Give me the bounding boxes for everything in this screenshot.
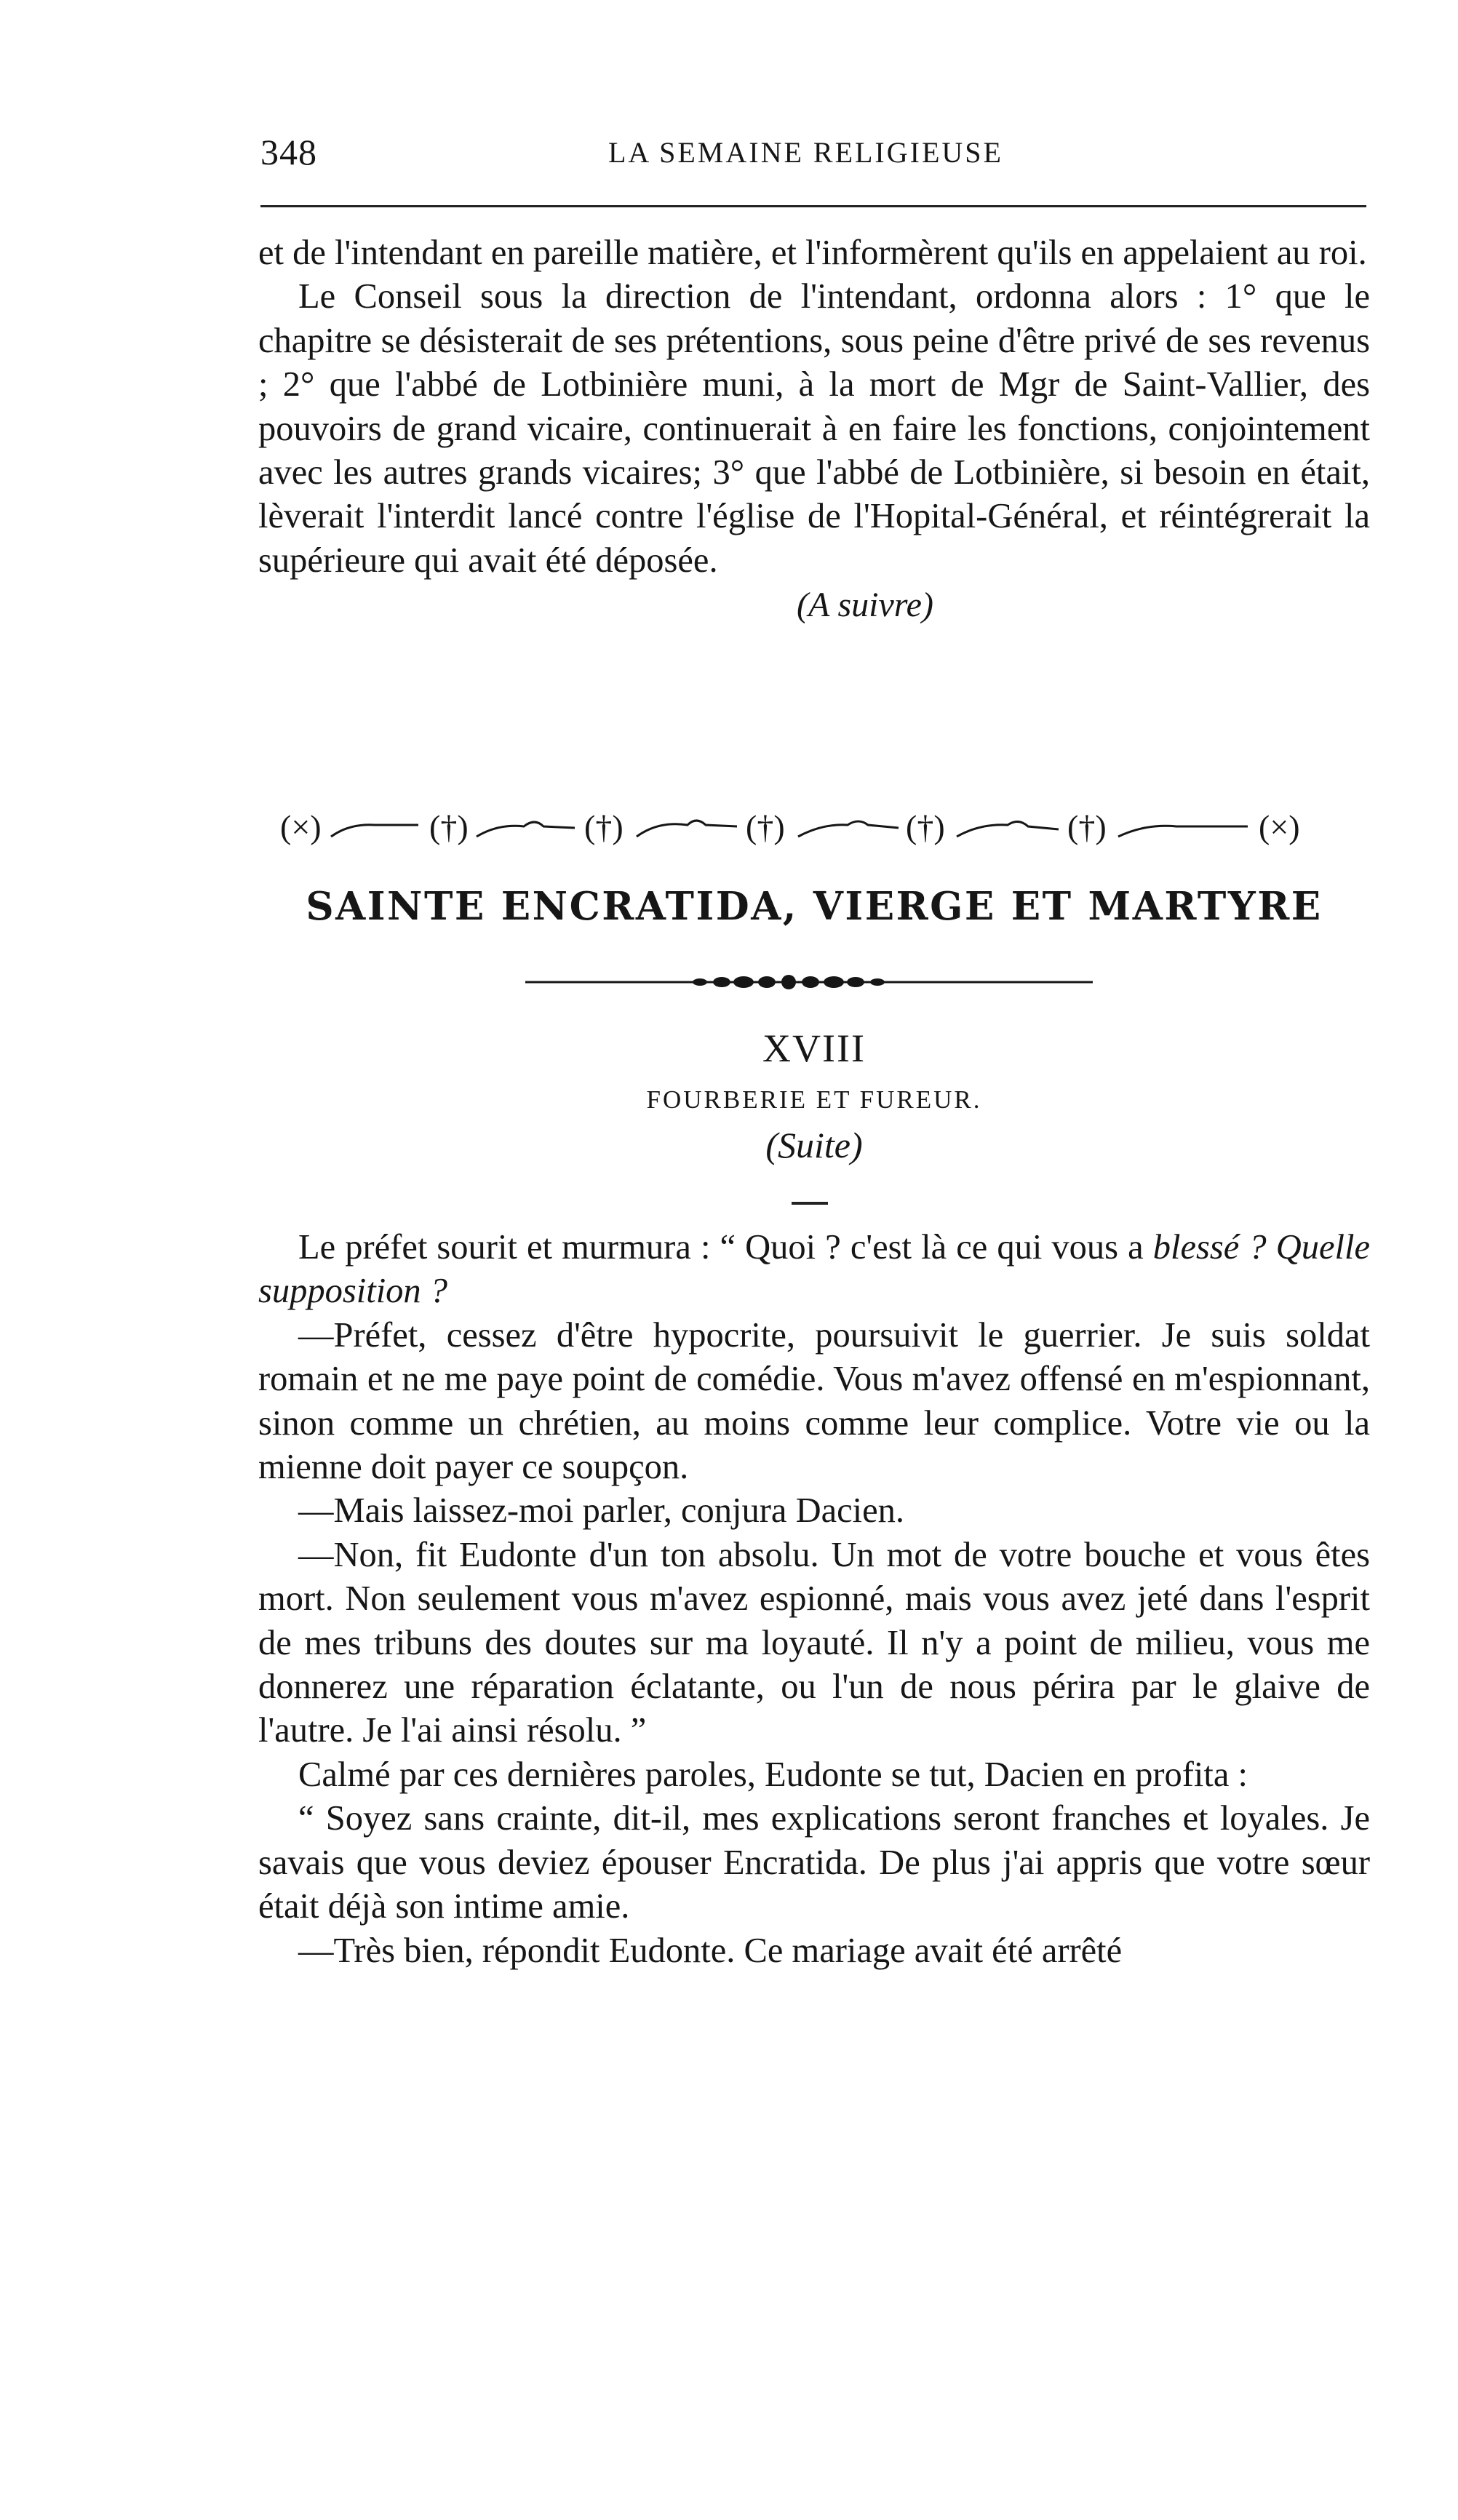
header-rule bbox=[260, 205, 1366, 207]
body-paragraph-6: “ Soyez sans crainte, dit-il, mes explications seront franches et loyales. Je savais que vous deviez épouser Encratida. De plus j'ai appris que votre sœur était déjà son intime amie. bbox=[258, 1799, 1370, 1926]
body-paragraph-5: Calmé par ces dernières paroles, Eudonte se tut, Dacien en profita : bbox=[298, 1755, 1248, 1794]
body-paragraph-1 bbox=[258, 1226, 1370, 1314]
chapter-number: XVIII bbox=[762, 1026, 866, 1070]
ornament-glyph-6: (×) bbox=[1259, 808, 1300, 845]
suite-note: (Suite) bbox=[765, 1125, 863, 1165]
ornamental-divider bbox=[280, 802, 1342, 853]
chapter-title: FOURBERIE ET FUREUR. bbox=[646, 1085, 982, 1114]
continued-paragraph-2: Le Conseil sous la direction de l'intendant, ordonna alors : 1° que le chapitre se désisterait de ses prétentions, sous peine d'être privé de ses revenus ; 2° que l'abbé de Lotbinière muni, à la mort de Mgr de Saint-Vallier, des pouvoirs de grand vicaire, continuerait à en faire les fonctions, conjointement avec les autres grands vicaires; 3° que l'abbé de Lotbinière, si besoin en était, lèverait l'interdit lancé contre l'église de l'Hopital-Général, et réintégrerait la supérieure qui avait été déposée. bbox=[258, 277, 1370, 580]
page-number: 348 bbox=[260, 132, 317, 172]
ornament-glyph-0: (×) bbox=[280, 808, 322, 845]
body-paragraph-1-italic: blessé ? Quelle supposition ? bbox=[258, 1228, 1370, 1311]
ornament-glyph-3: (†) bbox=[746, 808, 785, 845]
body-paragraph-1-text: Le préfet sourit et murmura : “ Quoi ? c'est là ce qui vous a bbox=[298, 1228, 1153, 1267]
ornament-glyph-2: (†) bbox=[584, 808, 624, 845]
article-title: SAINTE ENCRATIDA, VIERGE ET MARTYRE bbox=[306, 884, 1323, 929]
page-header bbox=[260, 131, 1366, 182]
continued-article bbox=[258, 231, 1370, 628]
running-head: LA SEMAINE RELIGIEUSE bbox=[608, 136, 1003, 169]
title-ornamental-rule bbox=[525, 973, 1093, 991]
a-suivre-note: (A suivre) bbox=[797, 586, 933, 625]
body-paragraph-3: —Mais laissez-moi parler, conjura Dacien. bbox=[298, 1491, 905, 1531]
body-paragraph-4: —Non, fit Eudonte d'un ton absolu. Un mot de votre bouche et vous êtes mort. Non seulement vous m'avez espionné, mais vous avez jeté dans l'esprit de mes tribuns des doutes sur ma loyauté. Il n'y a point de milieu, vous me donnerez une réparation éclatante, ou l'un de nous périra par le glaive de l'autre. Je l'ai ainsi résolu. ” bbox=[258, 1535, 1370, 1750]
ornament-glyph-1: (†) bbox=[429, 808, 469, 845]
ornament-glyph-4: (†) bbox=[906, 808, 945, 845]
body-paragraph-7: —Très bien, répondit Eudonte. Ce mariage avait été arrêté bbox=[298, 1931, 1123, 1970]
continued-paragraph-1: et de l'intendant en pareille matière, et l'informèrent qu'ils en appelaient au roi. bbox=[258, 234, 1367, 272]
article-body bbox=[258, 1226, 1370, 1973]
chapter-rule bbox=[792, 1202, 828, 1205]
ornament-swashes bbox=[331, 821, 1248, 837]
body-paragraph-2: —Préfet, cessez d'être hypocrite, poursuivit le guerrier. Je suis soldat romain et ne me paye point de comédie. Vous m'avez offensé en m'espionnant, sinon comme un chrétien, au moins comme leur complice. Votre vie ou la mienne doit payer ce soupçon. bbox=[258, 1315, 1370, 1487]
ornament-glyph-5: (†) bbox=[1067, 808, 1107, 845]
